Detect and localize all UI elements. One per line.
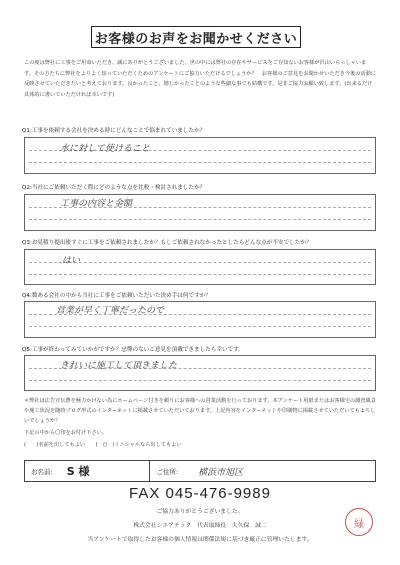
answer-1: 水に対して使けること [60, 144, 151, 154]
address-label: ご住所: [156, 467, 179, 476]
privacy-line: 当アンケートで取得したお客様の個人情報は関係法規に基づき厳正に管理いたします。 [87, 537, 313, 543]
choice-options: ( )名前を出してもよい ( ○ )イニシャルなら出してもよい [24, 442, 182, 448]
address-value: 横浜市旭区 [198, 467, 244, 478]
question-5: Q5:工事が終わってみていかがですか？忌憚のないご意見を頂戴できましたら幸いです。 [22, 347, 244, 353]
choice-intro: 下記の中から〇印をお付け下さい。 [24, 430, 108, 436]
answer-2: 工事の内容と金額 [60, 199, 133, 209]
answer-4: 営業が早く丁寧だったので [56, 306, 165, 316]
question-1: Q1:工事を依頼する会社を決める時にどんなことで悩まれていましたか？ [22, 128, 206, 134]
name-value: S 様 [66, 465, 90, 478]
name-label: お名前: [31, 467, 53, 476]
question-2: Q2:当社にご依頼いただく際にどのような点を比較・検討されましたか？ [22, 185, 206, 191]
answer-5: きれいに施工して頂きました [60, 361, 178, 371]
customer-info-row [24, 460, 376, 482]
company-line: 株式会社シエアテック 代表取締役 大久保 誠二 [133, 523, 267, 529]
publication-note: ＊弊社は広告宣伝費を極力かけない為にホームページ付きを頼りにお客様への営業活動を行っております。本アンケート用紙またはお客様宅の調査風景や施工状況を随時ブログ形式のインターネットに掲載させていただいております。上記内容をインターネットや印刷物に掲載させていただいてもよろしいでしょうか？ [24, 398, 376, 424]
intro-text: この度は弊社に工事をご用命いただき、誠にありがとうございました。世の中には弊社の存在やサービスをご存知ないお客様が沢山いらっしゃいます。その方たちに弊社をよりよく知っていただくためのアンケートにご協力いただけるでしょうか？ お客様のご意見をお聞かせいただき今後の活動に反映させていただきたいと考えております。良かったこと、嬉しかったことのような些細な事でも結構です。是非ご協力お願い致します。(出来るだけ具体的に書いていただければ幸いです) [24, 60, 376, 98]
question-4: Q4:数ある会社の中から当社に工事をご依頼いただいた決め手は何ですか？ [22, 293, 211, 299]
question-3: Q3:お見積り提出後すぐに工事をご依頼されましたか？もしご依頼されなかったとしたらどんな点が不安でしたか？ [22, 240, 312, 246]
company-stamp-icon: 緑 [345, 508, 373, 536]
answer-3: はい [62, 256, 81, 266]
fax-number: FAX 045-476-9989 [129, 485, 271, 502]
page-title: お客様のお声をお聞かせください [91, 26, 301, 48]
thanks-line: ご協力ありがとうございました。 [156, 509, 244, 515]
